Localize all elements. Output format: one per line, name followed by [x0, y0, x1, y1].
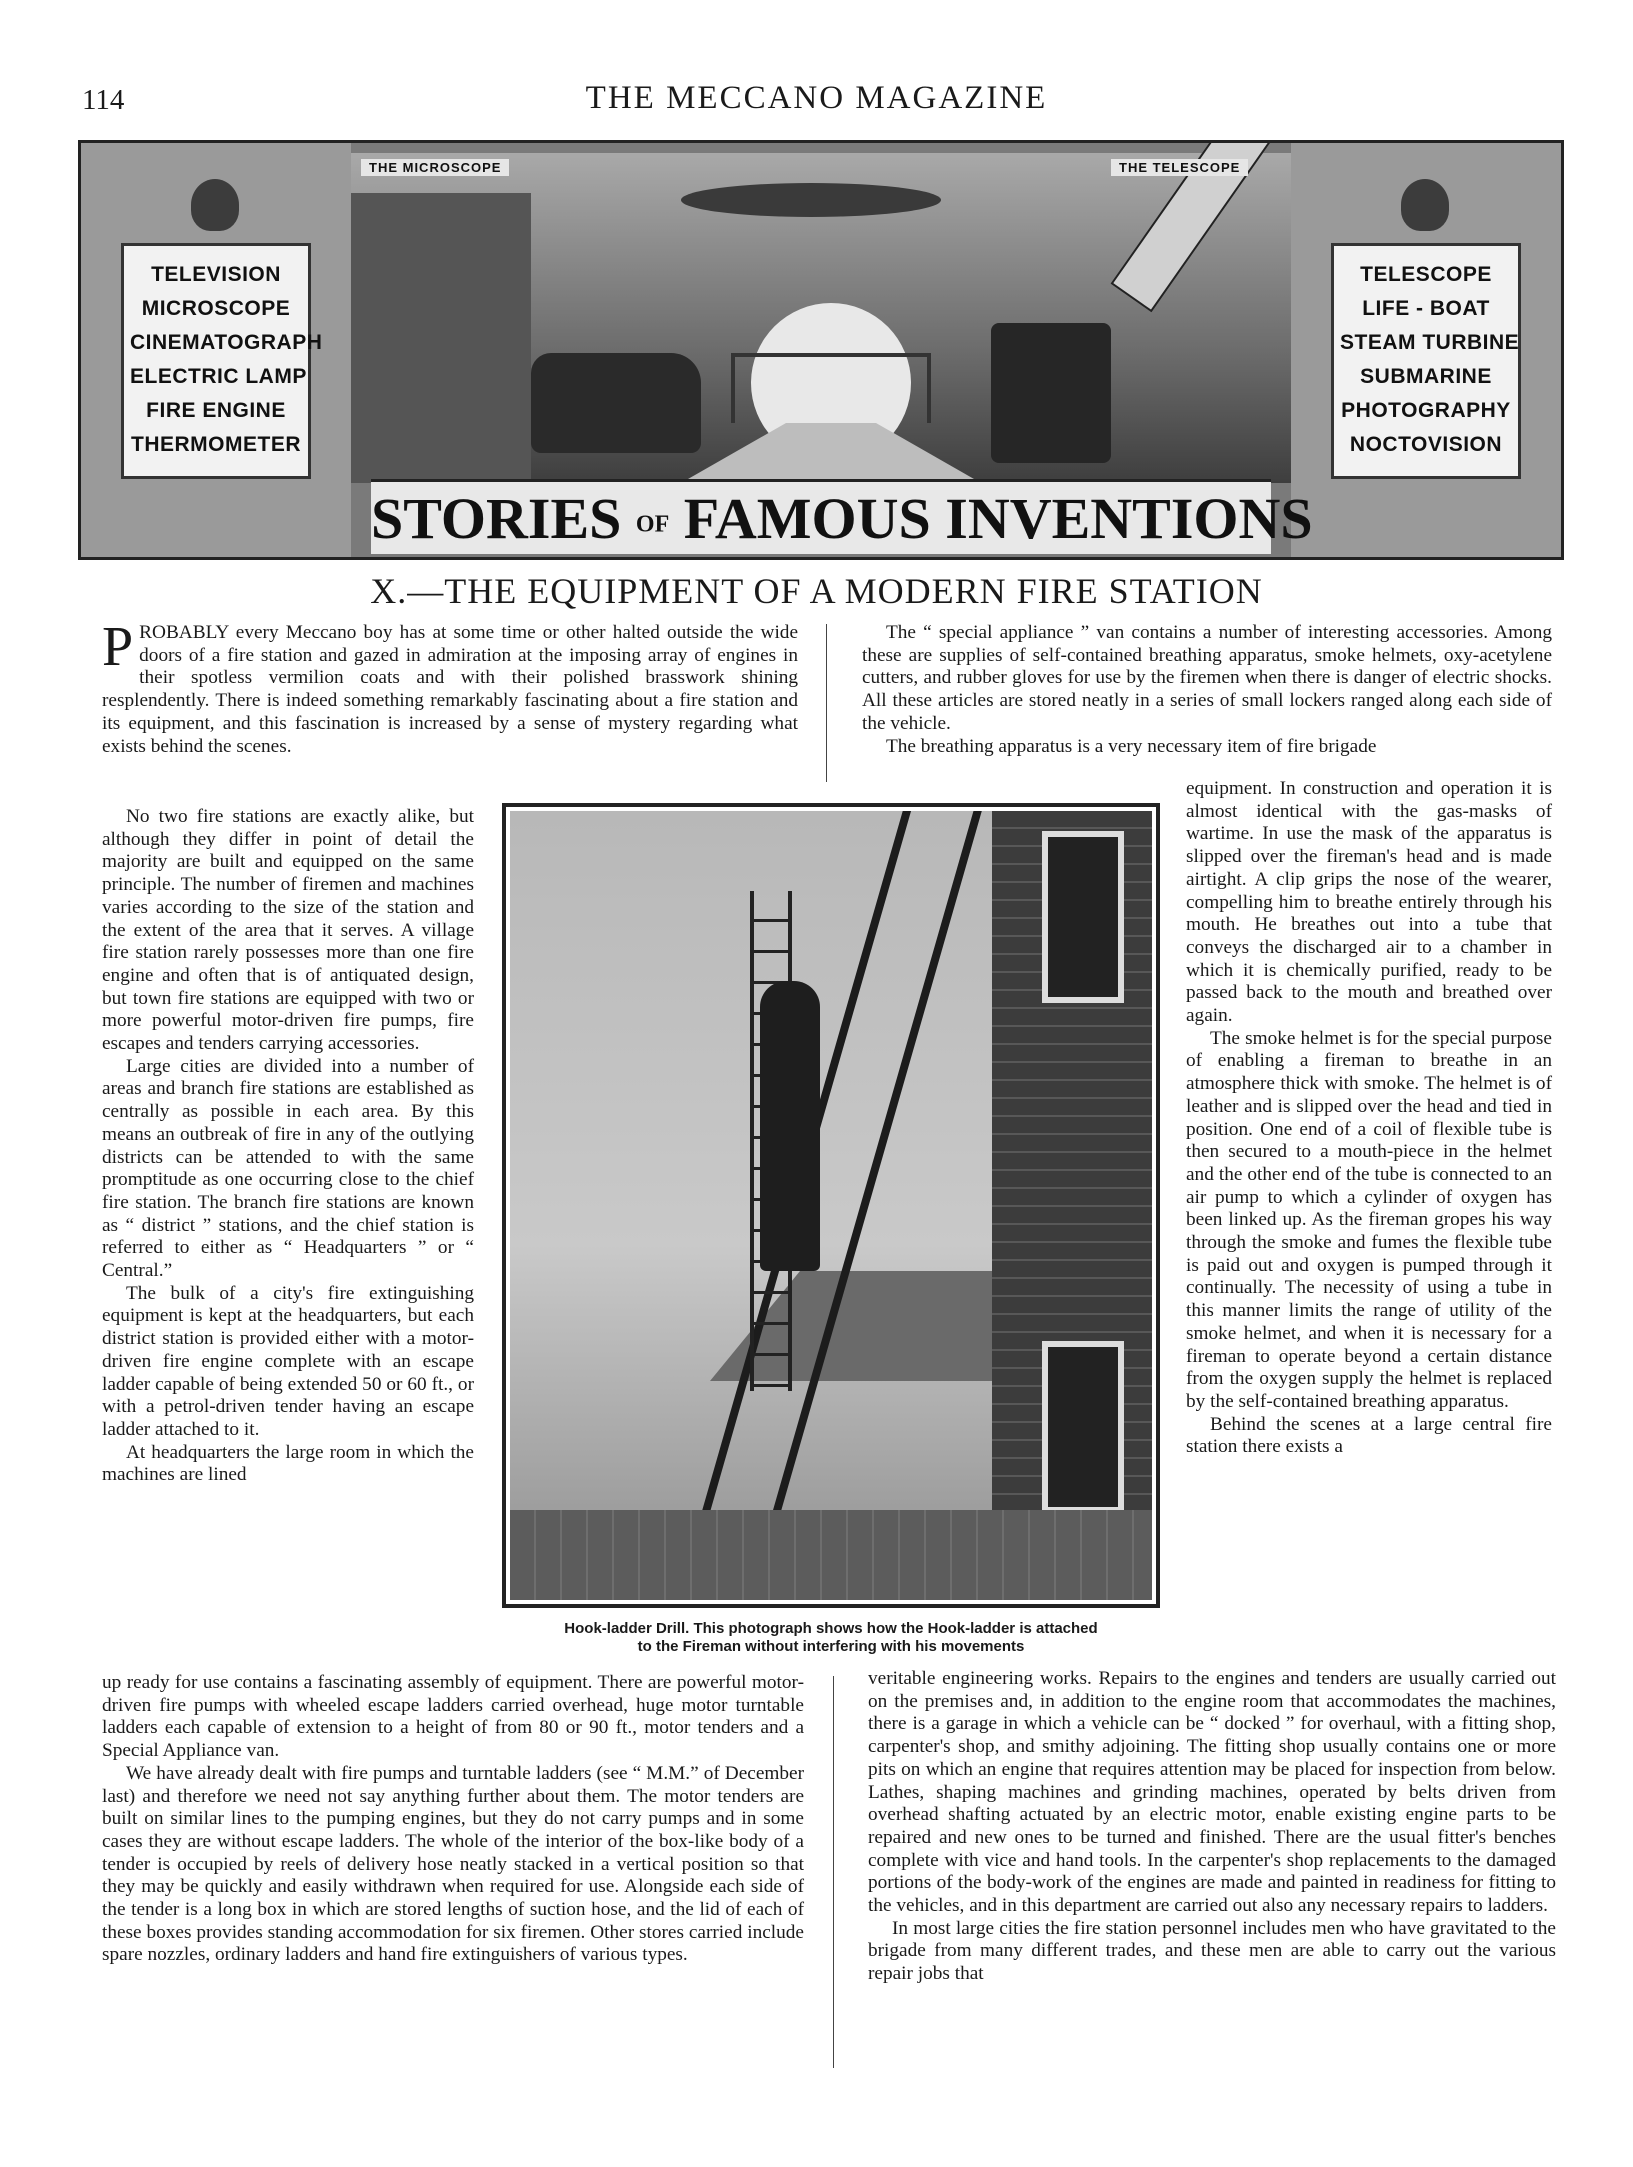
invention-item: NOCTOVISION [1349, 433, 1503, 456]
invention-item: TELEVISION [151, 263, 281, 286]
lion-head-icon [191, 179, 239, 231]
magazine-title: THE MECCANO MAGAZINE [585, 80, 1048, 116]
series-title-part2: FAMOUS INVENTIONS [683, 486, 1313, 551]
bottom-left-column [102, 1672, 804, 1967]
caption-line: to the Fireman without interfering with his movements [637, 1638, 1025, 1655]
car-illustration [531, 353, 701, 453]
lion-head-icon [1401, 179, 1449, 231]
telescope-label: THE TELESCOPE [1111, 159, 1248, 176]
paragraph: We have already dealt with fire pumps and turntable ladders (see “ M.M.” of December last) and therefore we need not say anything further about them. The motor tenders are built on similar lines to the pumping engines, but they do not carry pumps and in some cases they are without escape ladders. The whole of the interior of the box-like body of a tender is occupied by reels of delivery hose neatly stacked in a vertical position so that they may be quickly and easily withdrawn when required for use. Alongside each side of the tender is a long box in which are stored lengths of suction hose, and the lid of each of these boxes provides standing accommodation for six firemen. Other stores carried include spare nozzles, ordinary ladders and hand fire extinguishers of various types. [102, 1762, 804, 1966]
drop-cap: P [102, 616, 134, 678]
paragraph: veritable engineering works. Repairs to the engines and tenders are usually carried out on the premises and, in addition to the engine room that accommodates the machines, there is a garage in which a vehicle can be “ docked ” for overhaul, with a fitting shop, carpenter's shop, and smithy adjoining. The fitting shop usually contains one or more pits on which an engine that requires attention may be placed for inspection from below. Lathes, shaping machines and grinding machines, operated by belts driven from overhead shafting actuated by an electric motor, enable existing engine parts to be repaired and new ones to be turned and finished. There are the usual fitter's benches complete with vice and hand tools. In the carpenter's shop replacements to the damaged portions of the body-work of the engines are made and painted in readiness for fitting to the vehicles, and in this department are carried out also any necessary repairs to ladders. [868, 1668, 1556, 1917]
window-shape [1042, 1341, 1124, 1513]
invention-item: FIRE ENGINE [146, 399, 286, 422]
window-shape [1042, 831, 1124, 1003]
left-pillar [81, 143, 351, 560]
intro-text: ROBABLY every Meccano boy has at some time or other halted outside the wide doors of a fire station and gazed in admiration at the imposing array of engines in their spotless vermilion coats and with their polished brasswork shining resplendently. There is indeed something remarkably fascinating about a fire station and its equipment, and this fascination is increased by a sense of mystery regarding what exists behind the scenes. [102, 622, 798, 757]
river-illustration [681, 423, 981, 483]
microscope-lab-illustration [351, 193, 531, 483]
caption-line: Hook-ladder Drill. This photograph shows how the Hook-ladder is attached [564, 1620, 1098, 1637]
right-top-text [862, 622, 1552, 758]
brick-wall [510, 1510, 1152, 1600]
invention-item: LIFE - BOAT [1362, 297, 1490, 320]
escape-ladder-shape [663, 811, 984, 1600]
invention-item: SUBMARINE [1360, 365, 1492, 388]
column-rule [833, 1676, 834, 2068]
invention-item: THERMOMETER [131, 433, 301, 456]
invention-item: CINEMATOGRAPH [130, 331, 323, 354]
column-rule [826, 624, 827, 782]
right-pillar [1291, 143, 1561, 560]
photo-frame [502, 803, 1160, 1608]
left-inventions-panel [121, 243, 323, 479]
microscope-label: THE MICROSCOPE [361, 159, 509, 176]
paragraph: No two fire stations are exactly alike, but although they differ in point of detail the majority are built and equipped on the same principle. The number of firemen and machines varies according to the size of the station and the extent of the area that it serves. A village fire station rarely possesses more than one fire engine and often that is of antiquated design, but town fire stations are equipped with two or more powerful motor-driven fire pumps, fire escapes and tenders carrying accessories. [102, 806, 474, 1055]
building-wall [992, 811, 1152, 1600]
page-number: 114 [82, 84, 125, 116]
series-title-of: OF [635, 511, 670, 538]
bridge-illustration [731, 353, 931, 423]
paragraph: up ready for use contains a fascinating assembly of equipment. There are powerful motor-driven fire pumps with wheeled escape ladders carried overhead, huge motor turntable ladders each capable of extension to a height of from 80 or 90 ft., motor tenders and a Special Appliance van. [102, 1672, 804, 1762]
intro-paragraph [102, 616, 798, 758]
paragraph: The “ special appliance ” van contains a number of interesting accessories. Among these are supplies of self-contained breathing apparatus, smoke helmets, oxy-acetylene cutters, and rubber gloves for use by the firemen when there is danger of electric shocks. All these articles are stored neatly in a series of small lockers ranged along each side of the vehicle. [862, 622, 1552, 734]
photo-caption [500, 1620, 1162, 1656]
paragraph: Behind the scenes at a large central fire station there exists a [1186, 1413, 1552, 1458]
locomotive-illustration [991, 323, 1111, 463]
series-title-part1: STORIES [371, 486, 622, 551]
article-title: X.—THE EQUIPMENT OF A MODERN FIRE STATION [370, 571, 1263, 611]
fireman-figure [760, 981, 820, 1271]
paragraph: The breathing apparatus is a very necessary item of fire brigade [886, 735, 1377, 757]
hook-ladder-photo [510, 811, 1152, 1600]
paragraph: In most large cities the fire station personnel includes men who have gravitated to the brigade from many different trades, and these men are able to carry out the various repair jobs that [868, 1917, 1556, 1985]
banner-illustration [351, 153, 1291, 483]
invention-item: ELECTRIC LAMP [130, 365, 307, 388]
paragraph: At headquarters the large room in which the machines are lined [102, 1441, 474, 1486]
right-column [1186, 778, 1552, 1459]
header-banner [78, 140, 1564, 560]
paragraph: The smoke helmet is for the special purpose of enabling a fireman to breathe in an atmosphere thick with smoke. The helmet is of leather and is slipped over the head and tied in position. One end of a coil of flexible tube is then secured to a mouth-piece in the helmet and the other end of the tube is connected to an air pump to which a cylinder of oxygen has been linked up. As the fireman gropes his way through the smoke and fumes the flexible tube is paid out and oxygen is pumped through it continually. The necessity of using a tube in this manner limits the range of utility of the smoke helmet, and when it is necessary for a fireman to operate beyond a certain distance from the oxygen supply the helmet is replaced by the self-contained breathing apparatus. [1186, 1027, 1552, 1412]
invention-item: STEAM TURBINE [1340, 331, 1520, 354]
paragraph: equipment. In construction and operation it is almost identical with the gas-masks of wartime. In use the mask of the apparatus is slipped over the fireman's head and is made airtight. A clip grips the nose of the wearer, compelling him to breathe entirely through his mouth. He breathes out into a tube that conveys the discharged air to a chamber in which it is chemically purified, ready to be passed back to the mouth and breathed over again. [1186, 778, 1552, 1027]
left-column [102, 806, 474, 1487]
invention-item: MICROSCOPE [141, 297, 291, 320]
right-inventions-panel [1331, 243, 1521, 479]
airship-illustration [681, 183, 941, 217]
paragraph: Large cities are divided into a number of areas and branch fire stations are established as centrally as possible in each area. By this means an outbreak of fire in any of the outlying districts can be attended to with the same promptitude as one occurring close to the chief fire station. The branch fire stations are known as “ district ” stations, and the chief station is referred to either as “ Headquarters ” or “ Central.” [102, 1055, 474, 1282]
invention-item: PHOTOGRAPHY [1341, 399, 1511, 422]
bottom-right-column [868, 1668, 1556, 1986]
paragraph: The bulk of a city's fire extinguishing equipment is kept at the headquarters, but each district station is provided either with a motor-driven fire engine complete with an escape ladder capable of being extended 50 or 60 ft., or with a petrol-driven tender having an escape ladder attached to it. [102, 1282, 474, 1440]
invention-item: TELESCOPE [1360, 263, 1492, 286]
series-title [371, 479, 1313, 554]
